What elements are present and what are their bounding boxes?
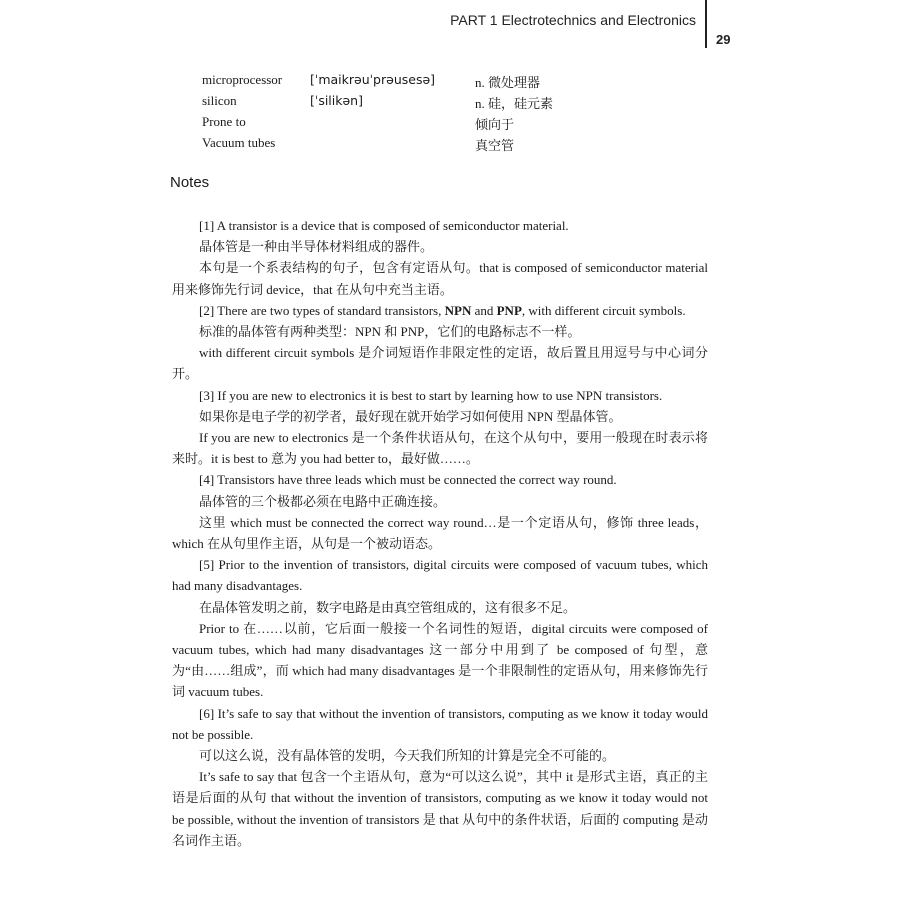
note-1-english: [1] A transistor is a device that is composed of semiconductor material. — [199, 218, 569, 233]
vocab-phonetic: [ˈmaikrəuˈprəusesə] — [310, 72, 436, 87]
vocab-meaning: 真空管 — [475, 138, 515, 153]
vocab-word: silicon — [202, 93, 237, 108]
vocab-meaning: 倾向于 — [475, 117, 515, 132]
page-number: 29 — [716, 32, 731, 47]
pnp-term: PNP — [496, 302, 522, 318]
vocab-word: Vacuum tubes — [202, 135, 276, 150]
note-5-explanation: Prior to 在……以前，它后面一般接一个名词性的短语，digital circuits were composed of vacuum tubes, which had many disadvantages 这一部分中用到了 be composed of 句型，意为“由……组成”，而 which had many disadvantages 是一个非限制性的定语从句，用来修饰先行词 vacuum tubes. — [172, 620, 708, 700]
note-2-explanation: with different circuit symbols 是介词短语作非限定性的定语，故后置且用逗号与中心词分开。 — [172, 345, 708, 382]
note-3-translation: 如果你是电子学的初学者，最好现在就开始学习如何使用 NPN 型晶体管。 — [199, 408, 622, 424]
note-4-explanation: 这里 which must be connected the correct way round…是一个定语从句，修饰 three leads，which 在从句里作主语，从句是一个被动语态。 — [172, 514, 708, 552]
npn-term: NPN — [444, 302, 472, 318]
vocab-word: microprocessor — [202, 72, 283, 87]
note-6-translation: 可以这么说，没有晶体管的发明，今天我们所知的计算是完全不可能的。 — [199, 748, 616, 764]
note-3-explanation: If you are new to electronics 是一个条件状语从句，在这个从句中，要用一般现在时表示将来时。it is best to 意为 you had better to，最好做……。 — [172, 430, 708, 467]
notes-heading: Notes — [170, 174, 210, 191]
note-2-english: [2] There are two types of standard transistors, NPN and PNP, with different circuit symbols. — [199, 302, 686, 318]
vocab-meaning: n. 硅，硅元素 — [475, 96, 554, 111]
vocab-phonetic: [ˈsilikən] — [310, 93, 363, 108]
note-1-explanation: 本句是一个系表结构的句子，包含有定语从句。that is composed of semiconductor material 用来修饰先行词 device，that 在从句中充当主语。 — [172, 260, 708, 297]
note-4-english: [4] Transistors have three leads which must be connected the correct way round. — [199, 472, 617, 488]
vocab-meaning: n. 微处理器 — [475, 75, 541, 90]
vocab-word: Prone to — [202, 114, 246, 129]
note-5-english: [5] Prior to the invention of transistors, digital circuits were composed of vacuum tubes, which had many disadvantages. — [172, 557, 708, 594]
running-header: PART 1 Electrotechnics and Electronics — [450, 12, 696, 28]
note-2-translation: 标准的晶体管有两种类型：NPN 和 PNP，它们的电路标志不一样。 — [199, 324, 581, 340]
note-6-explanation: It’s safe to say that 包含一个主语从句，意为“可以这么说”，其中 it 是形式主语，真正的主语是后面的从句 that without the invention of transistors, computing as we know it today would not be possible, without the invention of transistors 是 that 从句中的条件状语，后面的 computing 是动名词作主语。 — [172, 769, 708, 848]
note-3-english: [3] If you are new to electronics it is best to start by learning how to use NPN transistors. — [199, 387, 663, 403]
header-divider — [705, 0, 707, 48]
note-6-english: [6] It’s safe to say that without the invention of transistors, computing as we know it today would not be possible. — [172, 705, 708, 742]
note-5-translation: 在晶体管发明之前，数字电路是由真空管组成的，这有很多不足。 — [199, 599, 577, 615]
notes-section — [172, 215, 708, 851]
note-1-translation: 晶体管是一种由半导体材料组成的器件。 — [199, 239, 434, 255]
note-4-translation: 晶体管的三个极都必须在电路中正确连接。 — [199, 493, 447, 509]
